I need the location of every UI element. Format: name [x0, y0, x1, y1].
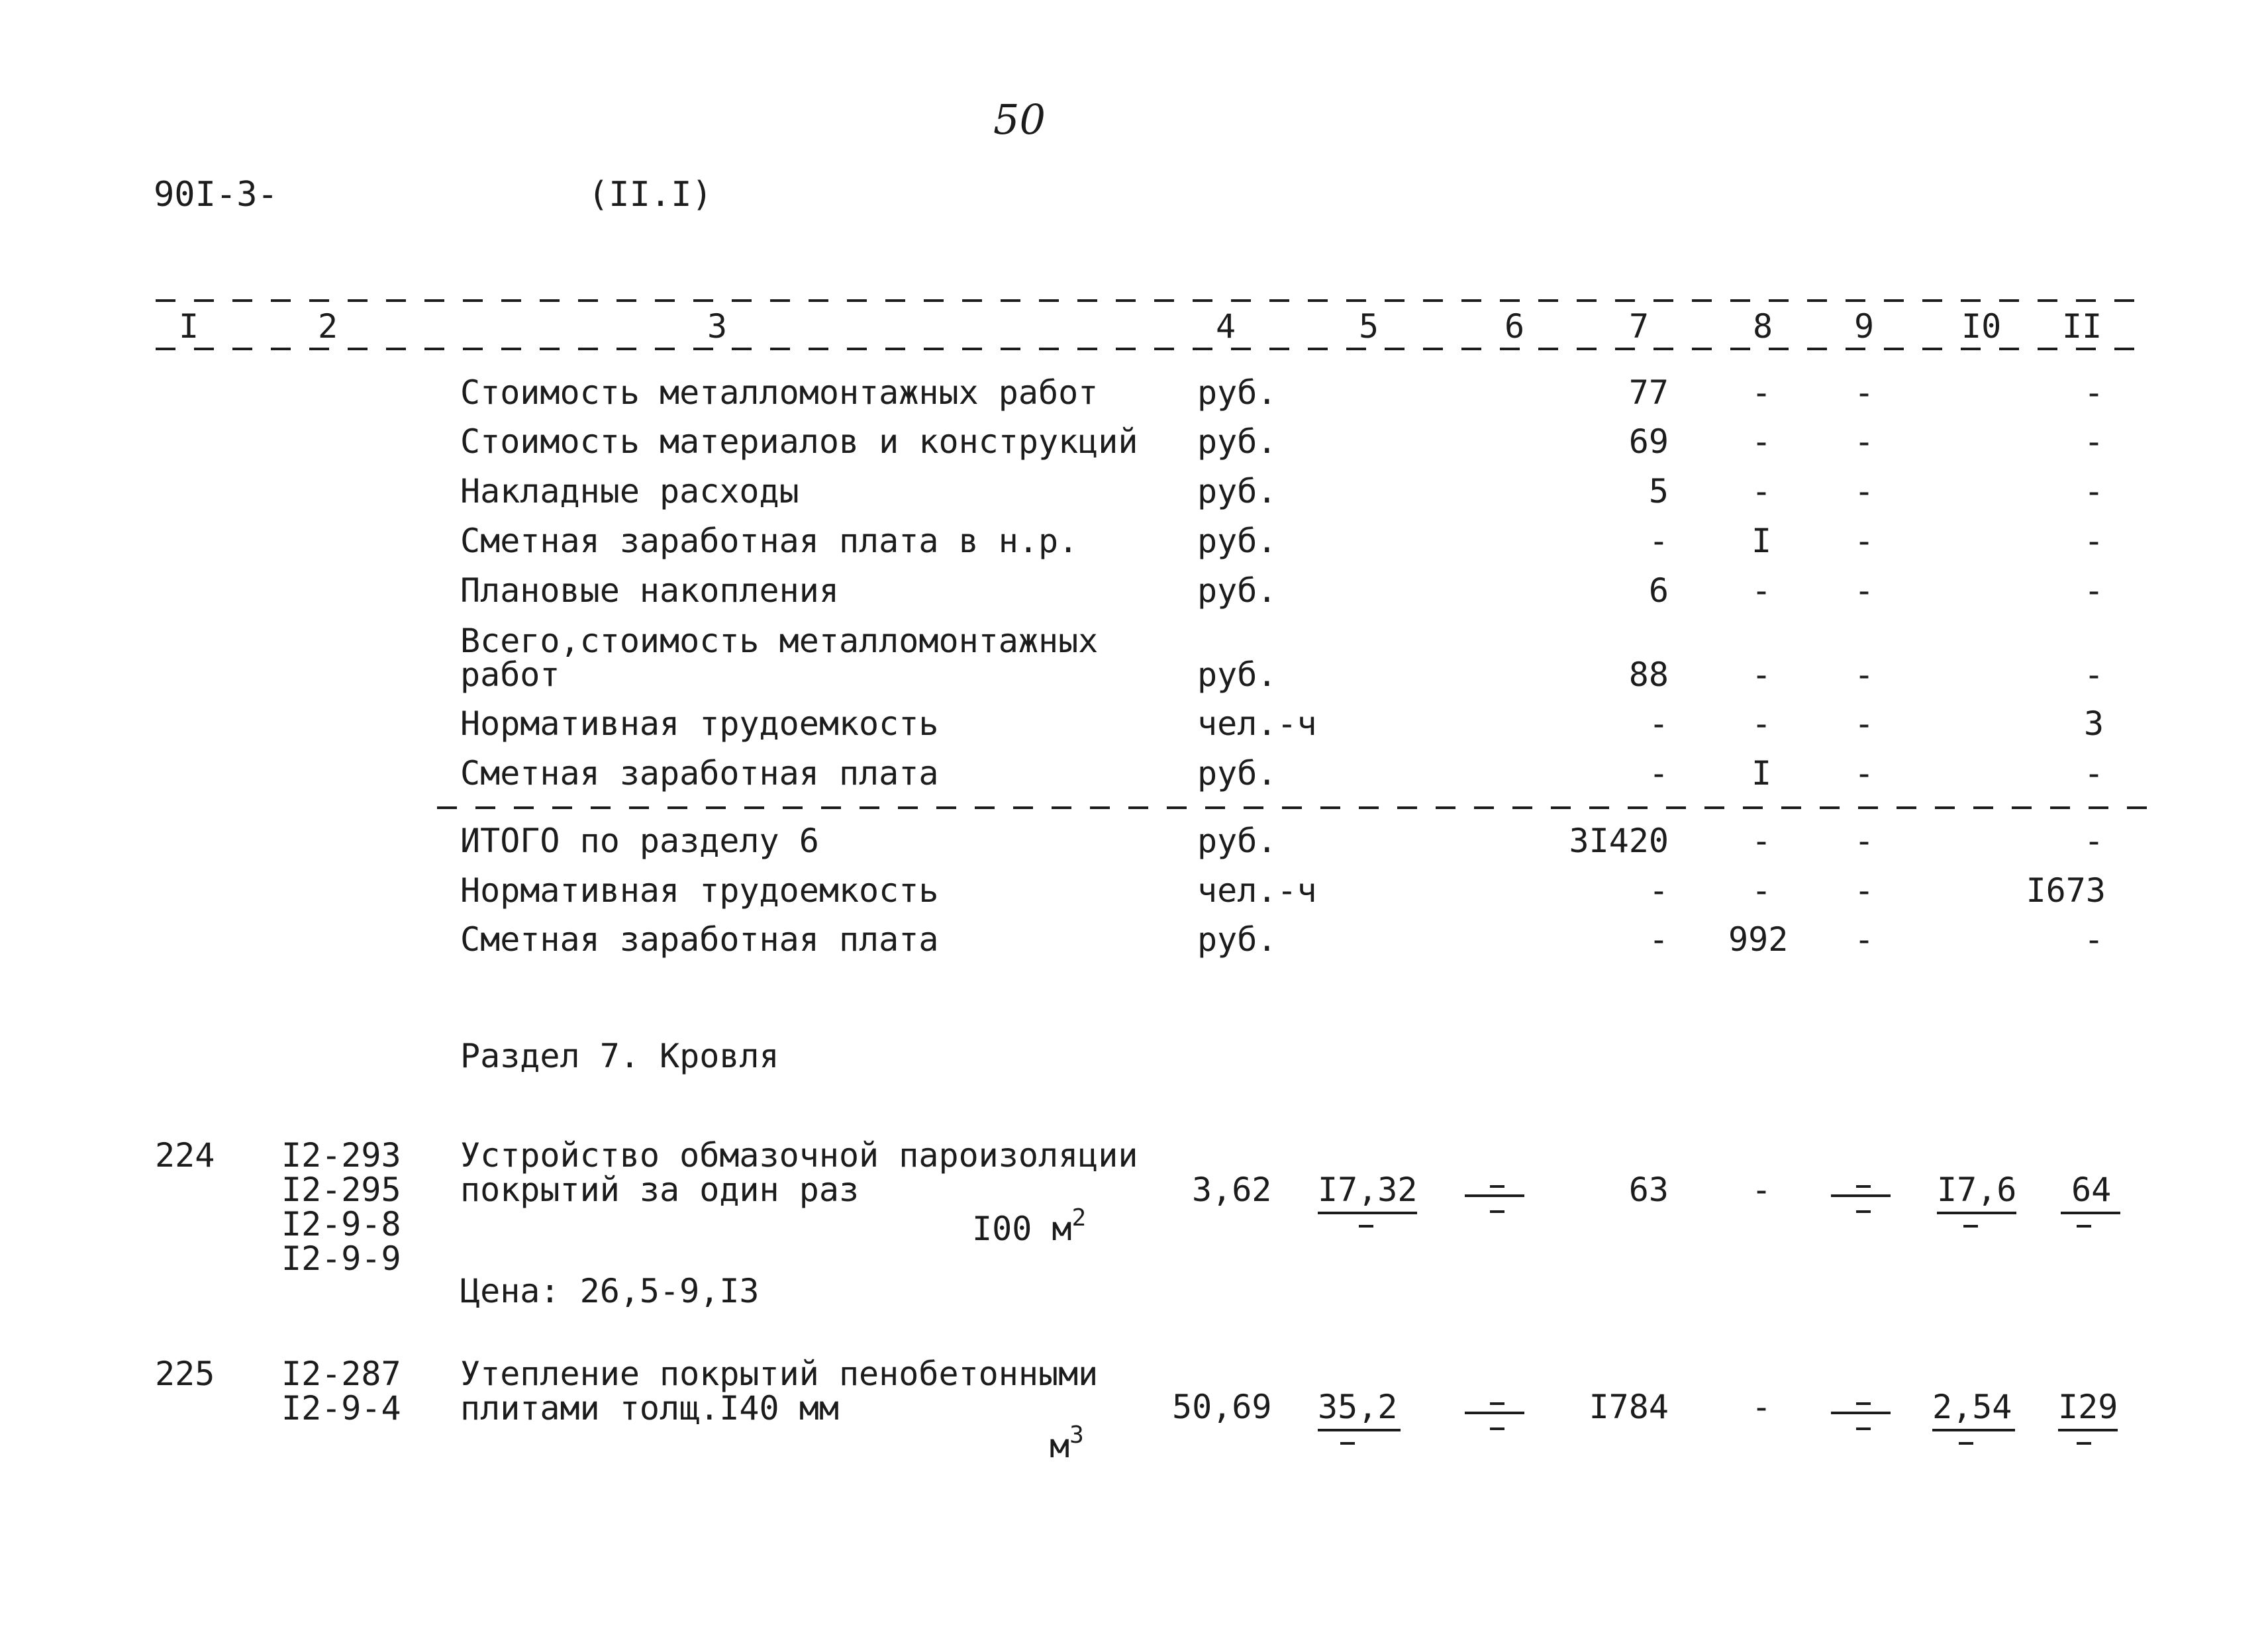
col5-underline — [1318, 1429, 1401, 1431]
row-unit: руб. — [1197, 522, 1277, 560]
row-col11: - — [2083, 373, 2104, 412]
item-unit — [1050, 1424, 1084, 1463]
item-code: I2-293 — [281, 1136, 401, 1175]
item-col5: I7,32 — [1318, 1171, 1418, 1209]
item-desc-line1: Утепление покрытий пенобетонными — [460, 1355, 1099, 1393]
col5-dash — [1340, 1442, 1355, 1445]
item-unit-qty: I00 м — [972, 1210, 1072, 1248]
col5-underline — [1318, 1212, 1417, 1214]
col-header-8: 8 — [1753, 307, 1773, 346]
col11-dash — [2077, 1442, 2091, 1445]
row-col7: 77 — [1628, 373, 1669, 412]
row-col8: - — [1751, 373, 1772, 412]
row-unit: руб. — [1197, 373, 1277, 412]
row-desc-line2: работ — [460, 655, 560, 694]
row-desc: Накладные расходы — [460, 472, 799, 510]
col-header-9: 9 — [1854, 307, 1875, 346]
row-col8: 992 — [1728, 920, 1789, 959]
row-col7: 5 — [1648, 472, 1669, 510]
col-header-11: II — [2062, 307, 2102, 346]
row-col9: - — [1853, 472, 1875, 510]
col11-underline — [2061, 1212, 2120, 1214]
row-unit: руб. — [1197, 754, 1277, 793]
row-col11: - — [2083, 754, 2104, 793]
row-col11: I673 — [2026, 871, 2106, 910]
item-code: I2-9-9 — [281, 1239, 401, 1278]
col10-underline — [1937, 1212, 2016, 1214]
page-number: 50 — [993, 95, 1046, 144]
row-unit: руб. — [1197, 920, 1277, 959]
row-col9: - — [1853, 373, 1875, 412]
row-unit: руб. — [1197, 571, 1277, 610]
item-number: 225 — [155, 1355, 215, 1393]
row-desc: Нормативная трудоемкость — [460, 704, 939, 743]
row-unit: руб. — [1197, 655, 1277, 694]
row-unit: чел.-ч — [1197, 704, 1317, 743]
col11-underline — [2058, 1429, 2118, 1431]
row-desc: Стоимость материалов и конструкций — [460, 422, 1138, 461]
row-col11: - — [2083, 571, 2104, 610]
row-unit: руб. — [1197, 422, 1277, 461]
row-unit: чел.-ч — [1197, 871, 1317, 910]
row-col8: - — [1751, 704, 1772, 743]
row-desc: Сметная заработная плата — [460, 920, 939, 959]
row-desc-line1: Всего,стоимость металломонтажных — [460, 622, 1099, 660]
row-col11: 3 — [2083, 704, 2104, 743]
row-col8: - — [1751, 422, 1772, 461]
item-code: I2-9-8 — [281, 1205, 401, 1243]
row-col8: - — [1751, 571, 1772, 610]
col10-underline — [1932, 1429, 2015, 1431]
item-col8: - — [1751, 1388, 1772, 1426]
item-desc-line2: плитами толщ.I40 мм — [460, 1389, 839, 1427]
item-col11: 64 — [2071, 1171, 2112, 1209]
col9-fraction-dash — [1831, 1185, 1891, 1225]
doc-code: 90I-3- — [154, 175, 278, 215]
row-col9: - — [1853, 822, 1875, 860]
item-col5: 35,2 — [1318, 1388, 1398, 1426]
row-col11: - — [2083, 655, 2104, 694]
col9-fraction-dash — [1831, 1402, 1891, 1442]
col-header-1: I — [179, 307, 199, 346]
item-unit-sup: 2 — [1071, 1204, 1087, 1232]
row-col7: - — [1648, 920, 1669, 959]
row-col9: - — [1853, 871, 1875, 910]
item-unit-sup: 3 — [1069, 1422, 1084, 1449]
row-desc: Нормативная трудоемкость — [460, 871, 939, 910]
col-header-5: 5 — [1359, 307, 1379, 346]
item-col11: I29 — [2058, 1388, 2118, 1426]
row-desc: Сметная заработная плата в н.р. — [460, 522, 1079, 560]
item-col10: 2,54 — [1932, 1388, 2012, 1426]
item-unit — [972, 1204, 1087, 1248]
item-code: I2-9-4 — [281, 1389, 401, 1427]
col-header-6: 6 — [1504, 307, 1525, 346]
item-col8: - — [1751, 1171, 1772, 1209]
row-desc: ИТОГО по разделу 6 — [460, 822, 819, 860]
row-col8: - — [1751, 472, 1772, 510]
row-desc: Плановые накопления — [460, 571, 839, 610]
item-code: I2-295 — [281, 1171, 401, 1209]
row-unit: руб. — [1197, 822, 1277, 860]
item-col4: 3,62 — [1192, 1171, 1272, 1209]
row-col8: - — [1751, 655, 1772, 694]
row-desc: Сметная заработная плата — [460, 754, 939, 793]
row-col11: - — [2083, 472, 2104, 510]
header-bottom-rule — [156, 348, 2149, 350]
row-col9: - — [1853, 571, 1875, 610]
row-col7: 3I420 — [1569, 822, 1669, 860]
row-col7: - — [1648, 704, 1669, 743]
row-col9: - — [1853, 704, 1875, 743]
row-col7: - — [1648, 754, 1669, 793]
col-header-4: 4 — [1216, 307, 1236, 346]
row-col7: - — [1648, 522, 1669, 560]
row-desc: Стоимость металломонтажных работ — [460, 373, 1099, 412]
item-col4: 50,69 — [1172, 1388, 1272, 1426]
row-col8: I — [1751, 754, 1772, 793]
col11-dash — [2077, 1225, 2091, 1228]
section-title: Раздел 7. Кровля — [460, 1037, 779, 1075]
row-col9: - — [1853, 754, 1875, 793]
header-top-rule — [156, 299, 2149, 302]
item-desc-line1: Устройство обмазочной пароизоляции — [460, 1136, 1138, 1175]
row-col11: - — [2083, 522, 2104, 560]
item-col7: 63 — [1628, 1171, 1669, 1209]
row-col8: I — [1751, 522, 1772, 560]
row-col7: 88 — [1628, 655, 1669, 694]
col6-fraction-dash — [1465, 1402, 1524, 1442]
row-col8: - — [1751, 871, 1772, 910]
item-price: Цена: 26,5-9,I3 — [460, 1272, 760, 1310]
row-col9: - — [1853, 522, 1875, 560]
col-header-10: I0 — [1961, 307, 2002, 346]
item-unit-qty: м — [1050, 1427, 1070, 1465]
row-col7: 6 — [1648, 571, 1669, 610]
row-col9: - — [1853, 920, 1875, 959]
item-code: I2-287 — [281, 1355, 401, 1393]
row-col7: - — [1648, 871, 1669, 910]
row-col9: - — [1853, 655, 1875, 694]
section-total-rule — [437, 806, 2149, 809]
row-col11: - — [2083, 822, 2104, 860]
row-col9: - — [1853, 422, 1875, 461]
item-col7: I784 — [1589, 1388, 1669, 1426]
row-col11: - — [2083, 422, 2104, 461]
col-header-7: 7 — [1629, 307, 1650, 346]
row-col8: - — [1751, 822, 1772, 860]
item-number: 224 — [155, 1136, 215, 1175]
col-header-3: 3 — [707, 307, 728, 346]
col10-dash — [1959, 1442, 1973, 1445]
col6-fraction-dash — [1465, 1185, 1524, 1225]
item-col10: I7,6 — [1937, 1171, 2017, 1209]
col5-dash — [1359, 1225, 1373, 1228]
row-unit: руб. — [1197, 472, 1277, 510]
col-header-2: 2 — [318, 307, 338, 346]
col10-dash — [1963, 1225, 1978, 1228]
doc-ref: (II.I) — [588, 175, 713, 215]
item-desc-line2: покрытий за один раз — [460, 1171, 860, 1209]
row-col11: - — [2083, 920, 2104, 959]
row-col7: 69 — [1628, 422, 1669, 461]
